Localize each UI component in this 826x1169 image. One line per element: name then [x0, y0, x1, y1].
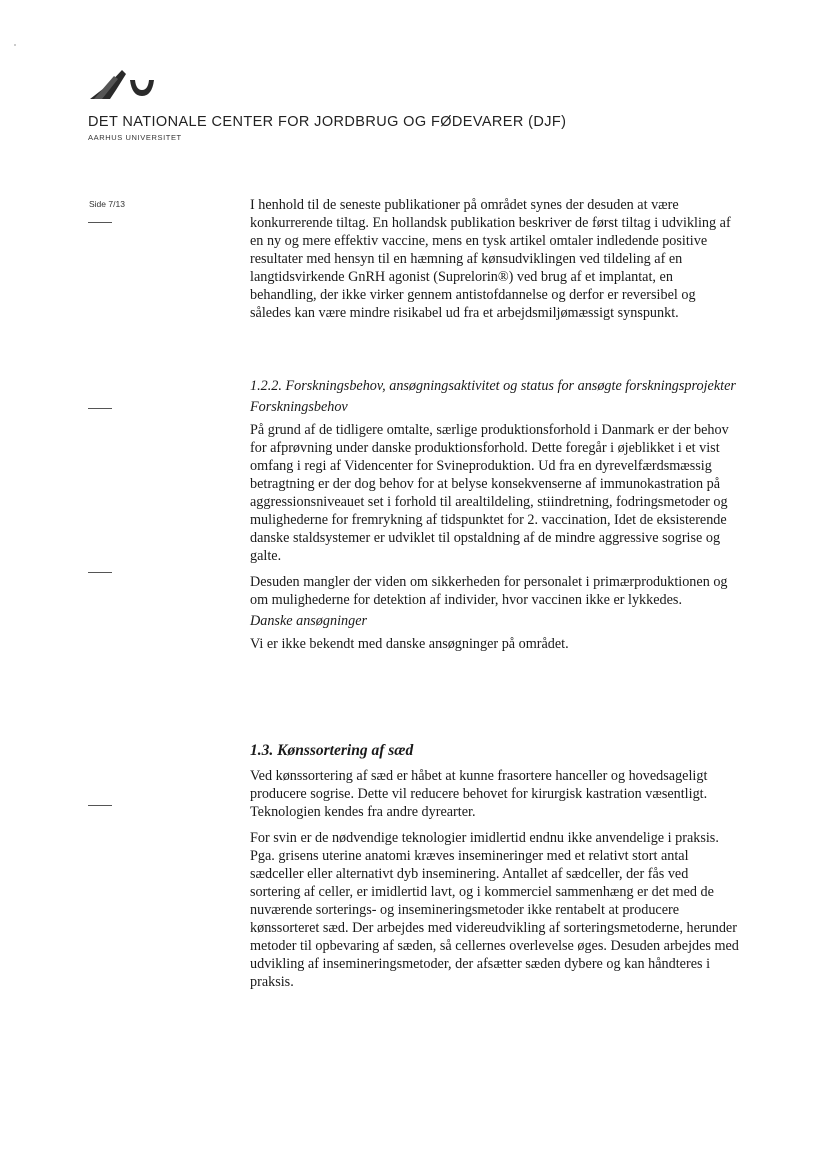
section-1-3 [250, 742, 740, 991]
paragraph-text: For svin er de nødvendige teknologier imidlertid endnu ikke anvendelige i praksis. Pga. grisens uterine anatomi kræves insemineringer med et relativt stort antal sædceller eller alternativt dyb inseminering. Antallet af sædceller, der fås ved sortering af celler, er imidlertid lavt, og i kommerciel sammenhæng er det med de nuværende sorterings- og insemineringsmetoder ikke rentabelt at producere kønssorteret sæd. Der arbejdes med videreudvikling af sorteringsmetoderne, herunder metoder til opbevaring af sæden, så cellernes overlevelse øges. Desuden arbejdes med udvikling af insemineringsmetoder, der afsætter sæden dybere og kan håndteres i praksis. [250, 830, 739, 990]
org-subtitle: AARHUS UNIVERSITET [88, 133, 182, 142]
paragraph-text: Ved kønssortering af sæd er håbet at kunne frasortere hanceller og hovedsageligt producere sogrise. Dette vil reducere behovet for kirurgisk kastration væsentligt. Teknologien kendes fra andre dyrearter. [250, 768, 708, 820]
margin-rule [88, 805, 112, 806]
intro-paragraph [250, 196, 740, 322]
au-logo-icon [88, 66, 158, 102]
margin-rule [88, 408, 112, 409]
margin-rule [88, 222, 112, 223]
paragraph-text: Vi er ikke bekendt med danske ansøgninger på området. [250, 636, 569, 652]
org-title: DET NATIONALE CENTER FOR JORDBRUG OG FØDEVARER (DJF) [88, 114, 567, 130]
section-1-2-2 [250, 377, 740, 653]
section-heading: 1.3. Kønssortering af sæd [250, 742, 414, 759]
page-number: Side 7/13 [89, 199, 125, 209]
paragraph-text: Desuden mangler der viden om sikkerheden for personalet i primærproduktionen og om mulighederne for detektion af individer, hvor vaccinen ikke er lykkedes. [250, 574, 728, 608]
subheading: Danske ansøgninger [250, 613, 368, 629]
paragraph-text: I henhold til de seneste publikationer på området synes der desuden at være konkurrerende tiltag. En hollandsk publikation beskriver de først tiltag i udvikling af en ny og mere effektiv vaccine, mens en tysk artikel omtaler indledende positive resultater med hensyn til en hæmning af kønsudviklingen ved tildeling af en langtidsvirkende GnRH agonist (Suprelorin®) ved brug af et implantat, en behandling, der ikke virker gennem antistofdannelse og derfor er reversibel og således kan være mindre risikabel ud fra et arbejdsmiljømæssigt synspunkt. [250, 197, 731, 321]
section-heading: 1.2.2. Forskningsbehov, ansøgningsaktivitet og status for ansøgte forskningsprojekter [250, 378, 736, 394]
subheading: Forskningsbehov [250, 399, 348, 415]
paragraph-text: På grund af de tidligere omtalte, særlige produktionsforhold i Danmark er der behov for afprøvning under danske produktionsforhold. Dette foregår i øjeblikket i et vist omfang i regi af Videncenter for Svineproduktion. Ud fra en dyrevelfærdsmæssig betragtning er der dog behov for at belyse konsekvenserne af immunokastration på aggressionsniveauet set i forhold til arealtildeling, stiindretning, fodringsmetoder og mulighederne for fremrykning af tidspunktet for 2. vaccination, Idet de eksisterende danske staldsystemer er udviklet til opstaldning af de mindre aggressive sogrise og galte. [250, 422, 729, 564]
scan-speck [14, 44, 16, 46]
margin-rule [88, 572, 112, 573]
